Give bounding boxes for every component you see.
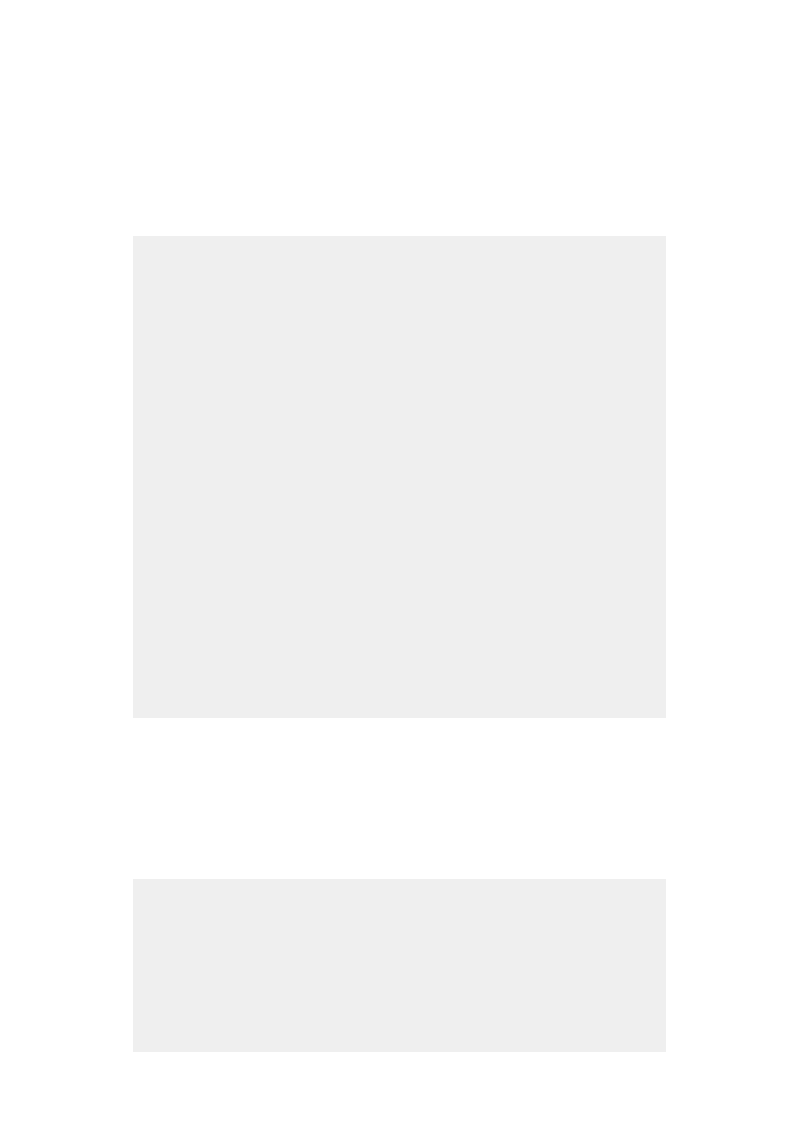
answer-block-q26 [133,879,666,1052]
answer-grid-figure [139,448,564,653]
empty-grid-figure [133,62,448,214]
